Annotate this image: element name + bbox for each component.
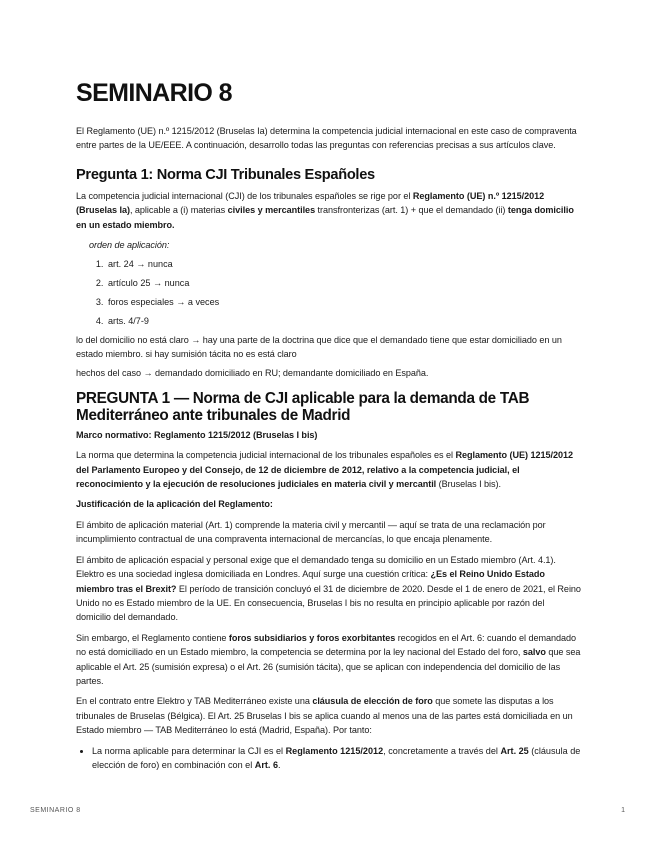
text-run: recogidos en el Art. 6: cuando el demandado no está domiciliado en un Estado miembro, la competencia se determina por la ley nacional del Estado del foro, <box>76 632 577 658</box>
list-item: 1. art. 24 → nunca <box>106 257 581 271</box>
list-item: 4. arts. 4/7-9 <box>106 314 581 328</box>
text-run: El ámbito de aplicación espacial y personal exige que el demandado tenga su domicilio en un Estado miembro (Art. 4.1). Elektro es una sociedad inglesa domiciliada en Londres. Aquí surge una cuestión crítica: <box>76 554 556 580</box>
regulation-paragraph <box>76 448 581 491</box>
page-title: SEMINARIO 8 <box>76 79 232 107</box>
list-item: 3. foros especiales → a veces <box>106 295 581 309</box>
document-body <box>76 78 581 772</box>
text-run: que sea aplicable el Art. 25 (sumisión expresa) o el Art. 26 (sumisión tácita), que se aplican con independencia del domicilio de las partes. <box>76 647 581 686</box>
page-number: 1 <box>621 807 625 814</box>
text-run: , aplicable a (i) materias <box>129 205 228 216</box>
list-item: 2. artículo 25 → nunca <box>106 276 581 290</box>
spatial-scope-paragraph <box>76 553 581 625</box>
text-run: La norma aplicable para determinar la CJI es el <box>92 745 286 756</box>
bold-text: Reglamento 1215/2012 <box>285 745 384 756</box>
case-facts: hechos del caso → demandado domiciliado en RU; demandante domiciliado en España. <box>76 368 429 379</box>
bold-text: Reglamento (UE) n.º 1215/2012 (Bruselas Ia) <box>76 190 545 216</box>
bold-text: Art. 6 <box>254 759 279 770</box>
bold-text: foros subsidiarios y foros exorbitantes <box>228 632 396 643</box>
conclusion-list <box>76 744 581 773</box>
order-label: orden de aplicación: <box>89 240 170 251</box>
text-run: , concretamente a través del <box>383 745 501 756</box>
forum-clause-paragraph <box>76 694 581 737</box>
text-run: Sin embargo, el Reglamento contiene <box>76 632 229 643</box>
text-run: En el contrato entre Elektro y TAB Mediterráneo existe una <box>76 696 313 707</box>
text-run: La competencia judicial internacional (CJI) de los tribunales españoles se rige por el <box>76 190 413 201</box>
material-scope-paragraph: El ámbito de aplicación material (Art. 1) comprende la materia civil y mercantil — aquí se trata de una reclamación por incumplimiento contractual de una compraventa internacional de mercancías, lo que encaja plenamente. <box>76 519 546 545</box>
question-1-paragraph <box>76 189 581 232</box>
domicile-note: lo del domicilio no está claro → hay una parte de la doctrina que dice que el demandado tiene que estar domiciliado en un estado miembro. si hay sumisión tácita no es está claro <box>76 334 562 360</box>
text-run: La norma que determina la competencia judicial internacional de los tribunales españoles es el <box>76 450 456 461</box>
text-run: que somete las disputas a los tribunales de Bruselas (Bélgica). El Art. 25 Bruselas I bis se aplica cuando al menos una de las partes está domiciliada en un Estado miembro — TAB Mediterráneo lo está (Madrid, España). Por tanto: <box>76 696 573 736</box>
intro-paragraph: El Reglamento (UE) n.º 1215/2012 (Bruselas Ia) determina la competencia judicial internacional en este caso de compraventa entre partes de la UE/EEE. A continuación, desarrollo todas las preguntas con referencias precisas a sus artículos clave. <box>76 126 577 151</box>
justification-label: Justificación de la aplicación del Reglamento: <box>76 499 273 510</box>
bold-text: ¿Es el Reino Unido Estado miembro tras el Brexit? <box>76 569 545 594</box>
question-2-heading: PREGUNTA 1 — Norma de CJI aplicable para la demanda de TAB Mediterráneo ante tribunales de Madrid <box>76 389 530 424</box>
text-run: (Bruselas I bis). <box>436 479 501 490</box>
bold-text: salvo <box>522 647 546 658</box>
question-1-heading: Pregunta 1: Norma CJI Tribunales Españoles <box>76 166 375 183</box>
text-run: (cláusula de elección de foro) en combinación con el <box>92 745 581 770</box>
bold-text: cláusula de elección de foro <box>312 696 433 707</box>
text-run: transfronterizas (art. 1) + que el demandado (ii) <box>315 205 508 216</box>
bold-text: Art. 25 <box>500 745 529 756</box>
bold-text: civiles y mercantiles <box>227 205 316 216</box>
bold-text: tenga domicilio en un estado miembro. <box>76 205 574 230</box>
list-item <box>92 744 581 773</box>
text-run: El período de transición concluyó el 31 de diciembre de 2020. Desde el 1 de enero de 2021, el Reino Unido no es Estado miembro de la UE. En consecuencia, Bruselas I bis no resulta en principio aplicable por razón del domicilio del demandado. <box>76 583 581 623</box>
normative-framework-label: Marco normativo: Reglamento 1215/2012 (Bruselas I bis) <box>76 429 318 440</box>
text-run: . <box>278 759 281 770</box>
bold-text: Reglamento (UE) 1215/2012 del Parlamento Europeo y del Consejo, de 12 de diciembre de 2012, relativo a la competencia judicial, el reconocimiento y la ejecución de resoluciones judiciales en materia civil y mercantil <box>76 450 573 490</box>
subsidiary-forums-paragraph <box>76 631 581 689</box>
footer-title: SEMINARIO 8 <box>30 807 81 814</box>
order-list <box>76 257 581 328</box>
